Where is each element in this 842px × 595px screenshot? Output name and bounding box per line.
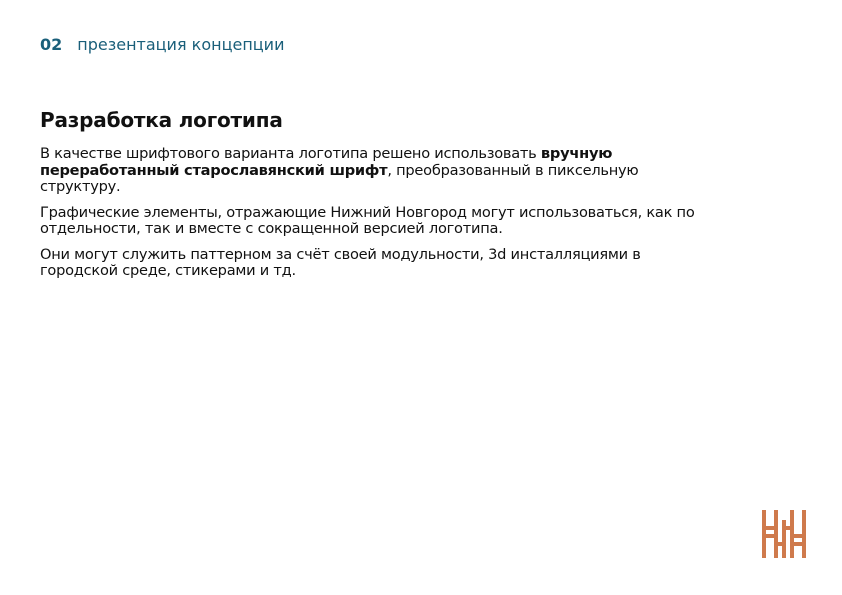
paragraph-bold-text: вручную переработанный старославянский шрифт xyxy=(40,145,613,179)
nn-monogram-icon xyxy=(762,510,806,558)
paragraph-font-description xyxy=(40,146,720,196)
paragraph-pattern-usage: Они могут служить паттерном за счёт своей модульности, 3d инсталляциями в городской среде, стикерами и тд. xyxy=(40,245,641,279)
slide-number: 02 xyxy=(40,35,63,54)
paragraph-text: , преобразованный в пиксельную структуру. xyxy=(40,161,639,195)
section-title: презентация концепции xyxy=(77,35,285,54)
paragraph-text: В качестве шрифтового варианта логотипа решено использовать xyxy=(40,145,541,162)
slide-header xyxy=(40,34,284,56)
main-content xyxy=(40,106,720,289)
paragraph-graphic-elements: Графические элементы, отражающие Нижний Новгород могут использоваться, как по отдельности, так и вместе с сокращенной версией логотипа. xyxy=(40,203,695,237)
page-title: Разработка логотипа xyxy=(40,108,283,132)
